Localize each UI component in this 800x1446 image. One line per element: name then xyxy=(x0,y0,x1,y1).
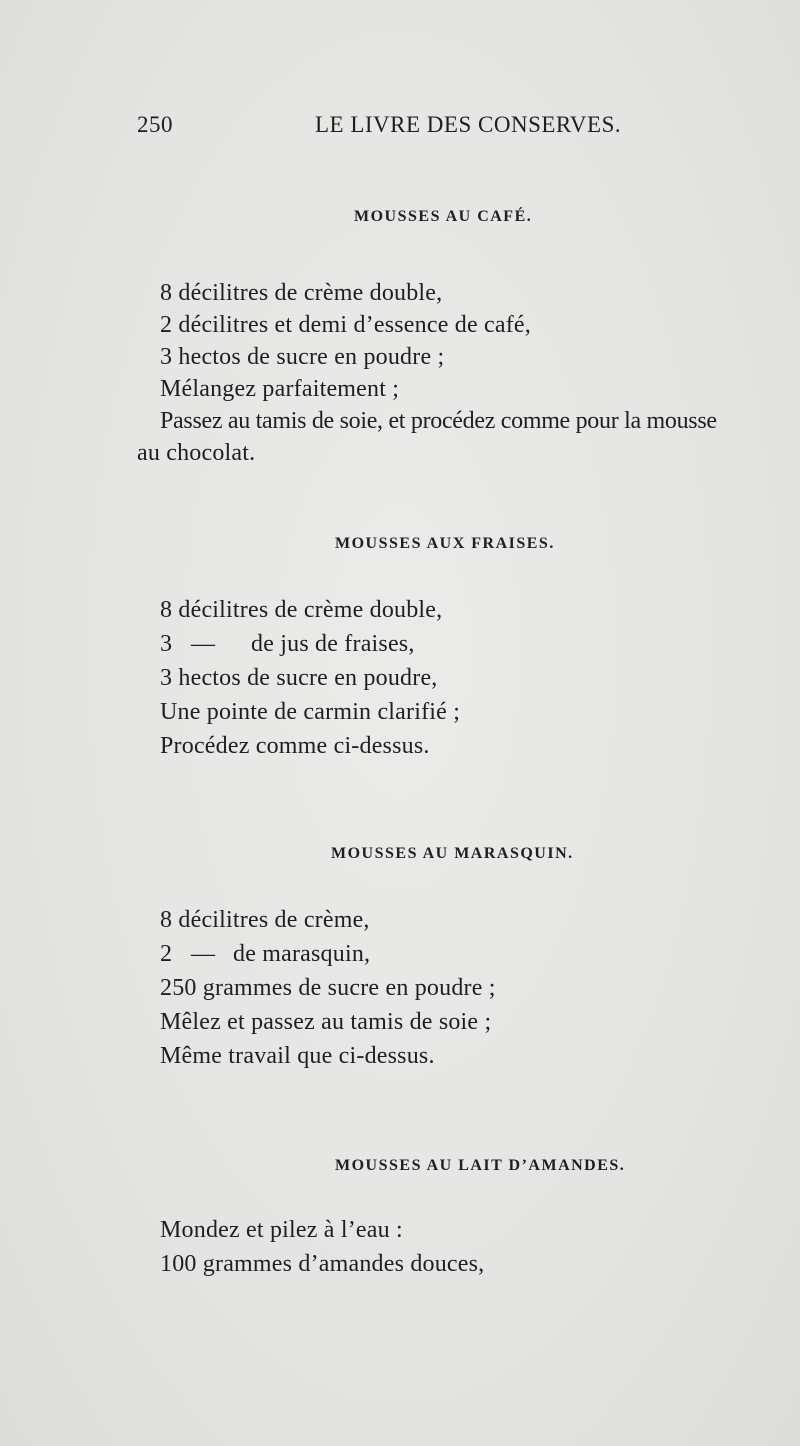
ditto-dash: — xyxy=(191,941,216,967)
page-number: 250 xyxy=(137,112,173,137)
recipe-line: 250 grammes de sucre en poudre ; xyxy=(160,975,496,1001)
recipe-line-ditto xyxy=(160,629,560,659)
book-title: LE LIVRE DES CONSERVES. xyxy=(315,112,622,137)
recipe-line: Même travail que ci-dessus. xyxy=(160,1043,435,1069)
recipe-line: 8 décilitres de crème double, xyxy=(160,280,443,306)
recipe-line-ditto xyxy=(160,939,560,969)
recipe-line: Une pointe de carmin clarifié ; xyxy=(160,699,461,725)
recipe-line: 100 grammes d’amandes douces, xyxy=(160,1251,485,1277)
recipe-line: 3 hectos de sucre en poudre ; xyxy=(160,344,445,370)
recipe-line: Mêlez et passez au tamis de soie ; xyxy=(160,1009,492,1035)
recipe-line: 3 hectos de sucre en poudre, xyxy=(160,665,438,691)
quantity: 2 xyxy=(160,941,173,967)
section-heading-marasquin: MOUSSES AU MARASQUIN. xyxy=(331,845,574,862)
recipe-line: 8 décilitres de crème, xyxy=(160,907,370,933)
ingredient: de jus de fraises, xyxy=(251,631,415,657)
ingredient: de marasquin, xyxy=(233,941,371,967)
running-head xyxy=(137,112,622,142)
recipe-line: au chocolat. xyxy=(137,440,256,466)
recipe-line: 2 décilitres et demi d’essence de café, xyxy=(160,312,531,338)
section-heading-lait-amandes: MOUSSES AU LAIT D’AMANDES. xyxy=(335,1157,626,1174)
recipe-line: Mélangez parfaitement ; xyxy=(160,376,400,402)
recipe-line: Procédez comme ci-dessus. xyxy=(160,733,430,759)
section-heading-cafe: MOUSSES AU CAFÉ. xyxy=(354,208,533,225)
recipe-line: Mondez et pilez à l’eau : xyxy=(160,1217,403,1243)
recipe-line: 8 décilitres de crème double, xyxy=(160,597,443,623)
ditto-dash: — xyxy=(191,631,216,657)
quantity: 3 xyxy=(160,631,173,657)
recipe-line: Passez au tamis de soie, et procédez comme pour la mousse xyxy=(160,408,717,434)
section-heading-fraises: MOUSSES AUX FRAISES. xyxy=(335,535,555,552)
